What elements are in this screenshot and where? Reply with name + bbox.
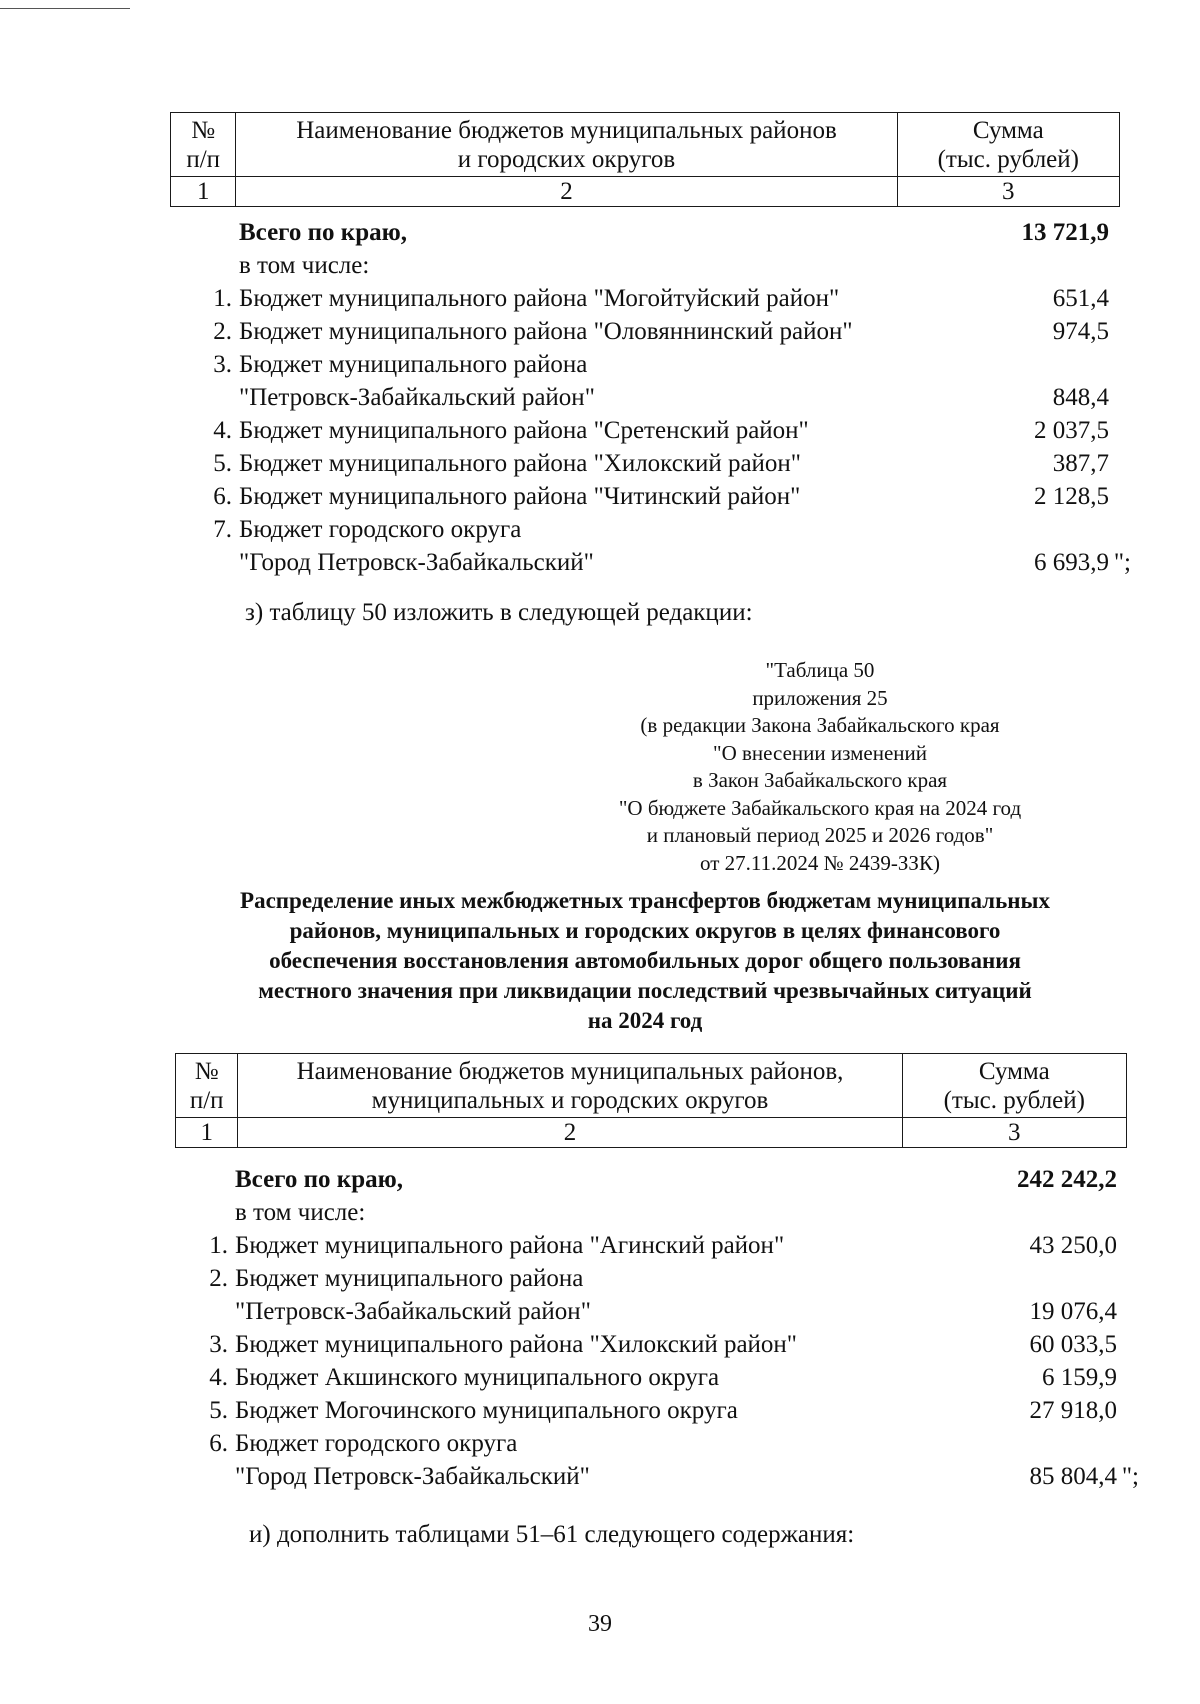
table2-colnum-2: 2	[238, 1118, 902, 1148]
table1-closing-quote: ";	[1113, 549, 1131, 576]
row-value: 43 250,0	[1029, 1232, 1117, 1259]
paragraph-i: и) дополнить таблицами 51–61 следующего содержания:	[249, 1521, 855, 1548]
table2-including-label: в том числе:	[235, 1199, 366, 1226]
row-number: 4.	[209, 1364, 228, 1391]
row-value: 85 804,4	[1029, 1463, 1117, 1490]
table2-including	[235, 1196, 1117, 1229]
table1-col-name-header: Наименование бюджетов муниципальных районов и городских округов	[236, 113, 897, 177]
table1-row	[213, 348, 1109, 414]
row-number: 1.	[209, 1232, 228, 1259]
row-name: Бюджет муниципального района "Сретенский район"	[239, 417, 809, 444]
page-number: 39	[588, 1611, 612, 1637]
row-number: 3.	[209, 1331, 228, 1358]
table2-header	[175, 1053, 1127, 1148]
row-value: 19 076,4	[1029, 1298, 1117, 1325]
table1-total-label: Всего по краю,	[239, 219, 407, 246]
table2-row	[209, 1427, 1139, 1493]
table2-total-value: 242 242,2	[1017, 1166, 1117, 1193]
row-name: Бюджет муниципального района "Хилокский район"	[235, 1331, 798, 1358]
row-value: 848,4	[1052, 384, 1109, 411]
row-number: 5.	[213, 450, 232, 477]
table2-row	[209, 1262, 1117, 1328]
row-number: 4.	[213, 417, 232, 444]
table2-row	[209, 1229, 1117, 1262]
row-value: 27 918,0	[1029, 1397, 1117, 1424]
row-value: 387,7	[1052, 450, 1109, 477]
scan-artifact-line	[0, 8, 130, 9]
row-name: Бюджет городского округа "Город Петровск-Забайкальский"	[235, 1430, 590, 1490]
table2-body	[209, 1163, 1139, 1493]
table2-closing-quote: ";	[1121, 1463, 1139, 1490]
row-value: 2 128,5	[1034, 483, 1109, 510]
table1-row	[213, 315, 1109, 348]
row-name: Бюджет городского округа "Город Петровск-Забайкальский"	[239, 516, 594, 576]
row-value: 651,4	[1052, 285, 1109, 312]
row-name: Бюджет муниципального района "Могойтуйский район"	[239, 285, 840, 312]
row-name: Бюджет муниципального района "Петровск-Забайкальский район"	[239, 351, 595, 411]
table1-col-num-header: № п/п	[171, 113, 236, 177]
row-number: 6.	[209, 1430, 228, 1457]
row-number: 2.	[213, 318, 232, 345]
table1-row	[213, 282, 1109, 315]
table1-including-label: в том числе:	[239, 252, 370, 279]
table2-row	[209, 1328, 1117, 1361]
row-name: Бюджет муниципального района "Оловяннинский район"	[239, 318, 853, 345]
row-name: Бюджет Могочинского муниципального округа	[235, 1397, 738, 1424]
paragraph-z: з) таблицу 50 изложить в следующей редакции:	[245, 599, 753, 626]
table1-colnum-1: 1	[171, 177, 236, 207]
table1-row	[213, 414, 1109, 447]
row-number: 3.	[213, 351, 232, 378]
table1-header	[170, 112, 1120, 207]
row-number: 5.	[209, 1397, 228, 1424]
row-value: 6 159,9	[1042, 1364, 1117, 1391]
row-number: 1.	[213, 285, 232, 312]
table1-body	[213, 216, 1131, 579]
table1-col-sum-header: Сумма (тыс. рублей)	[897, 113, 1119, 177]
row-name: Бюджет муниципального района "Петровск-Забайкальский район"	[235, 1265, 591, 1325]
table1-row	[213, 480, 1109, 513]
row-number: 2.	[209, 1265, 228, 1292]
row-name: Бюджет муниципального района "Агинский район"	[235, 1232, 785, 1259]
table1-colnum-3: 3	[897, 177, 1119, 207]
table2-colnum-1: 1	[176, 1118, 238, 1148]
table2-row	[209, 1394, 1117, 1427]
table1-row	[213, 447, 1109, 480]
row-name: Бюджет Акшинского муниципального округа	[235, 1364, 720, 1391]
table2-title: Распределение иных межбюджетных трансфертов бюджетам муниципальных районов, муниципальных и городских округов в целях финансового обеспечения восстановления автомобильных дорог общего пользования местного значения при ликвидации последствий чрезвычайных ситуаций на 2024 год	[240, 888, 1050, 1033]
row-value: 974,5	[1052, 318, 1109, 345]
table1-total-row	[239, 216, 1109, 249]
table2-total-row	[235, 1163, 1117, 1196]
row-number: 7.	[213, 516, 232, 543]
table2-colnum-3: 3	[902, 1118, 1126, 1148]
table2-total-label: Всего по краю,	[235, 1166, 403, 1193]
table1-including	[239, 249, 1109, 282]
table50-note: "Таблица 50 приложения 25 (в редакции Закона Забайкальского края "О внесении изменений в Закон Забайкальского края "О бюджете Забайкальского края на 2024 год и плановый период 2025 и 2026 годов" от 27.11.2024 № 2439-ЗЗК)	[618, 658, 1022, 875]
table2-col-name-header: Наименование бюджетов муниципальных районов, муниципальных и городских округов	[238, 1054, 902, 1118]
table1-total-value: 13 721,9	[1021, 219, 1109, 246]
row-name: Бюджет муниципального района "Читинский район"	[239, 483, 801, 510]
row-number: 6.	[213, 483, 232, 510]
table2-col-sum-header: Сумма (тыс. рублей)	[902, 1054, 1126, 1118]
row-value: 2 037,5	[1034, 417, 1109, 444]
table2-col-num-header: № п/п	[176, 1054, 238, 1118]
row-value: 6 693,9	[1034, 549, 1109, 576]
table2-row	[209, 1361, 1117, 1394]
table1-row	[213, 513, 1131, 579]
row-name: Бюджет муниципального района "Хилокский район"	[239, 450, 802, 477]
row-value: 60 033,5	[1029, 1331, 1117, 1358]
table1-colnum-2: 2	[236, 177, 897, 207]
